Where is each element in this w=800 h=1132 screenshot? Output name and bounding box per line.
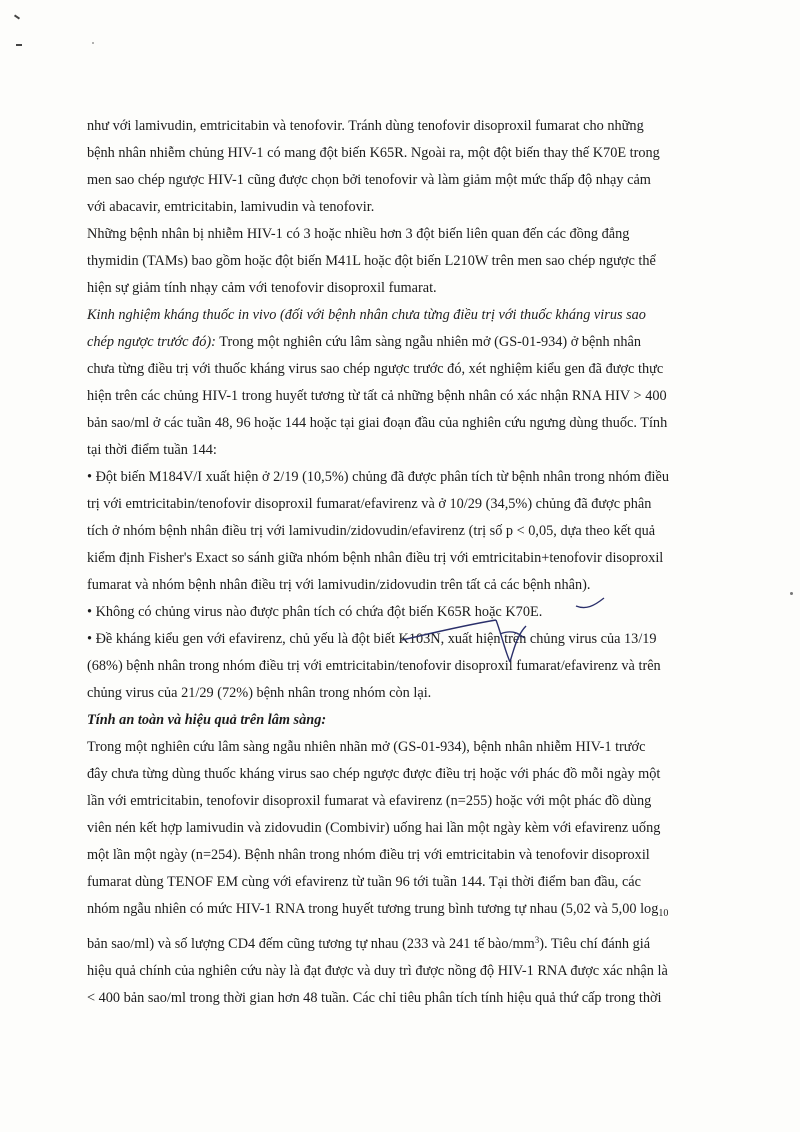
text-line [87,896,714,927]
document-body [87,113,714,1012]
text-line: men sao chép ngược HIV-1 cũng được chọn bởi tenofovir và làm giảm một mức thấp độ nhạy cảm [87,172,651,188]
text-line: (68%) bệnh nhân trong nhóm điều trị với emtricitabin/tenofovir disoproxil fumarat/efavirenz và trên [87,658,661,674]
text-line: lần với emtricitabin, tenofovir disoproxil fumarat và efavirenz (n=255) hoặc với một phác đồ dùng [87,793,652,809]
text-line: • Đột biến M184V/I xuất hiện ở 2/19 (10,5%) chủng đã được phân tích từ bệnh nhân trong nhóm điều [87,469,669,485]
text-line [87,927,714,958]
scan-speck [790,592,793,595]
text-line: chưa từng điều trị với thuốc kháng virus sao chép ngược trước đó, xét nghiệm kiểu gen đã được thực [87,361,664,377]
paragraph-resistance-intro [87,113,714,221]
text-line: Trong một nghiên cứu lâm sàng ngẫu nhiên nhãn mở (GS-01-934), bệnh nhân nhiễm HIV-1 trước [87,739,646,755]
text-line: kiểm định Fisher's Exact so sánh giữa nhóm bệnh nhân điều trị với emtricitabin+tenofovir disoproxil [87,550,664,566]
text-span: bản sao/ml) và số lượng CD4 đếm cũng tương tự nhau (233 và 241 tế bào/mm [87,936,535,952]
scan-speck [16,44,22,46]
bullet-efavirenz [87,626,714,707]
paragraph-tams [87,221,714,302]
text-line [87,329,714,356]
text-line: viên nén kết hợp lamivudin và zidovudin (Combivir) uống hai lần một ngày kèm với efavirenz uống [87,820,661,836]
text-line: một lần một ngày (n=254). Bệnh nhân trong nhóm điều trị với emtricitabin và tenofovir disoproxil [87,847,650,863]
text-line: chủng virus của 21/29 (72%) bệnh nhân trong nhóm còn lại. [87,685,432,701]
text-line: tích ở nhóm bệnh nhân điều trị với lamivudin/zidovudin/efavirenz (trị số p < 0,05, dựa theo kết quả [87,523,656,539]
text-line: đây chưa từng dùng thuốc kháng virus sao chép ngược được điều trị hoặc với phác đồ mỗi ngày một [87,766,661,782]
text-line: như với lamivudin, emtricitabin và tenofovir. Tránh dùng tenofovir disoproxil fumarat cho những [87,118,644,134]
text-line: trị với emtricitabin/tenofovir disoproxil fumarat/efavirenz và ở 10/29 (34,5%) chủng đã được phân [87,496,652,512]
text-line: fumarat và nhóm bệnh nhân điều trị với lamivudin/zidovudin trên tất cả các bệnh nhân). [87,577,591,593]
text-line: fumarat dùng TENOF EM cùng với efavirenz từ tuần 96 tới tuần 144. Tại thời điểm ban đầu, các [87,874,641,890]
text-line: bệnh nhân nhiễm chủng HIV-1 có mang đột biến K65R. Ngoài ra, một đột biến thay thế K70E trong [87,145,660,161]
text-line: Những bệnh nhân bị nhiễm HIV-1 có 3 hoặc nhiều hơn 3 đột biến liên quan đến các đồng đẳng [87,226,630,242]
paragraph-in-vivo [87,302,714,464]
text-line: < 400 bản sao/ml trong thời gian hơn 48 tuần. Các chỉ tiêu phân tích tính hiệu quả thứ cấp trong thời [87,990,662,1006]
section-heading: Tính an toàn và hiệu quả trên lâm sàng: [87,712,327,728]
text-line: tại thời điểm tuần 144: [87,442,217,458]
text-line: hiện sự giảm tính nhạy cảm với tenofovir disoproxil fumarat. [87,280,437,296]
scan-speck [92,42,94,44]
text-line: thymidin (TAMs) bao gồm hoặc đột biến M41L hoặc đột biến L210W trên men sao chép ngược thể [87,253,656,269]
text-line: bản sao/ml ở các tuần 48, 96 hoặc 144 hoặc tại giai đoạn đầu của nghiên cứu ngưng dùng thuốc. Tính [87,415,668,431]
text-span: ). Tiêu chí đánh giá [539,936,651,952]
text-span: Trong một nghiên cứu lâm sàng ngẫu nhiên mở (GS-01-934) ở bệnh nhân [215,334,642,350]
text-line: hiệu quả chính của nghiên cứu này là đạt được và duy trì được nồng độ HIV-1 RNA được xác nhận là [87,963,668,979]
subscript: 10 [658,908,669,919]
paragraph-clinical [87,734,714,1012]
text-line: • Đề kháng kiểu gen với efavirenz, chủ yếu là đột biết K103N, xuất hiện trên chủng virus của 13/19 [87,631,657,647]
bullet-k65r [87,599,714,626]
text-line: • Không có chủng virus nào được phân tích có chứa đột biến K65R hoặc K70E. [87,604,543,620]
text-line: với abacavir, emtricitabin, lamivudin và tenofovir. [87,199,375,215]
text-span: nhóm ngẫu nhiên có mức HIV-1 RNA trong huyết tương trung bình tương tự nhau (5,02 và 5,00 log [87,901,659,917]
bullet-m184 [87,464,714,599]
text-line: hiện trên các chủng HIV-1 trong huyết tương từ tất cả những bệnh nhân có xác nhận RNA HIV > 400 [87,388,667,404]
section-lead-italic: Kinh nghiệm kháng thuốc in vivo (đối với bệnh nhân chưa từng điều trị với thuốc kháng virus sao [87,307,646,323]
section-lead-italic-end: chép ngược trước đó): [87,334,216,350]
scan-speck [14,14,20,19]
superscript: 3 [534,935,540,945]
